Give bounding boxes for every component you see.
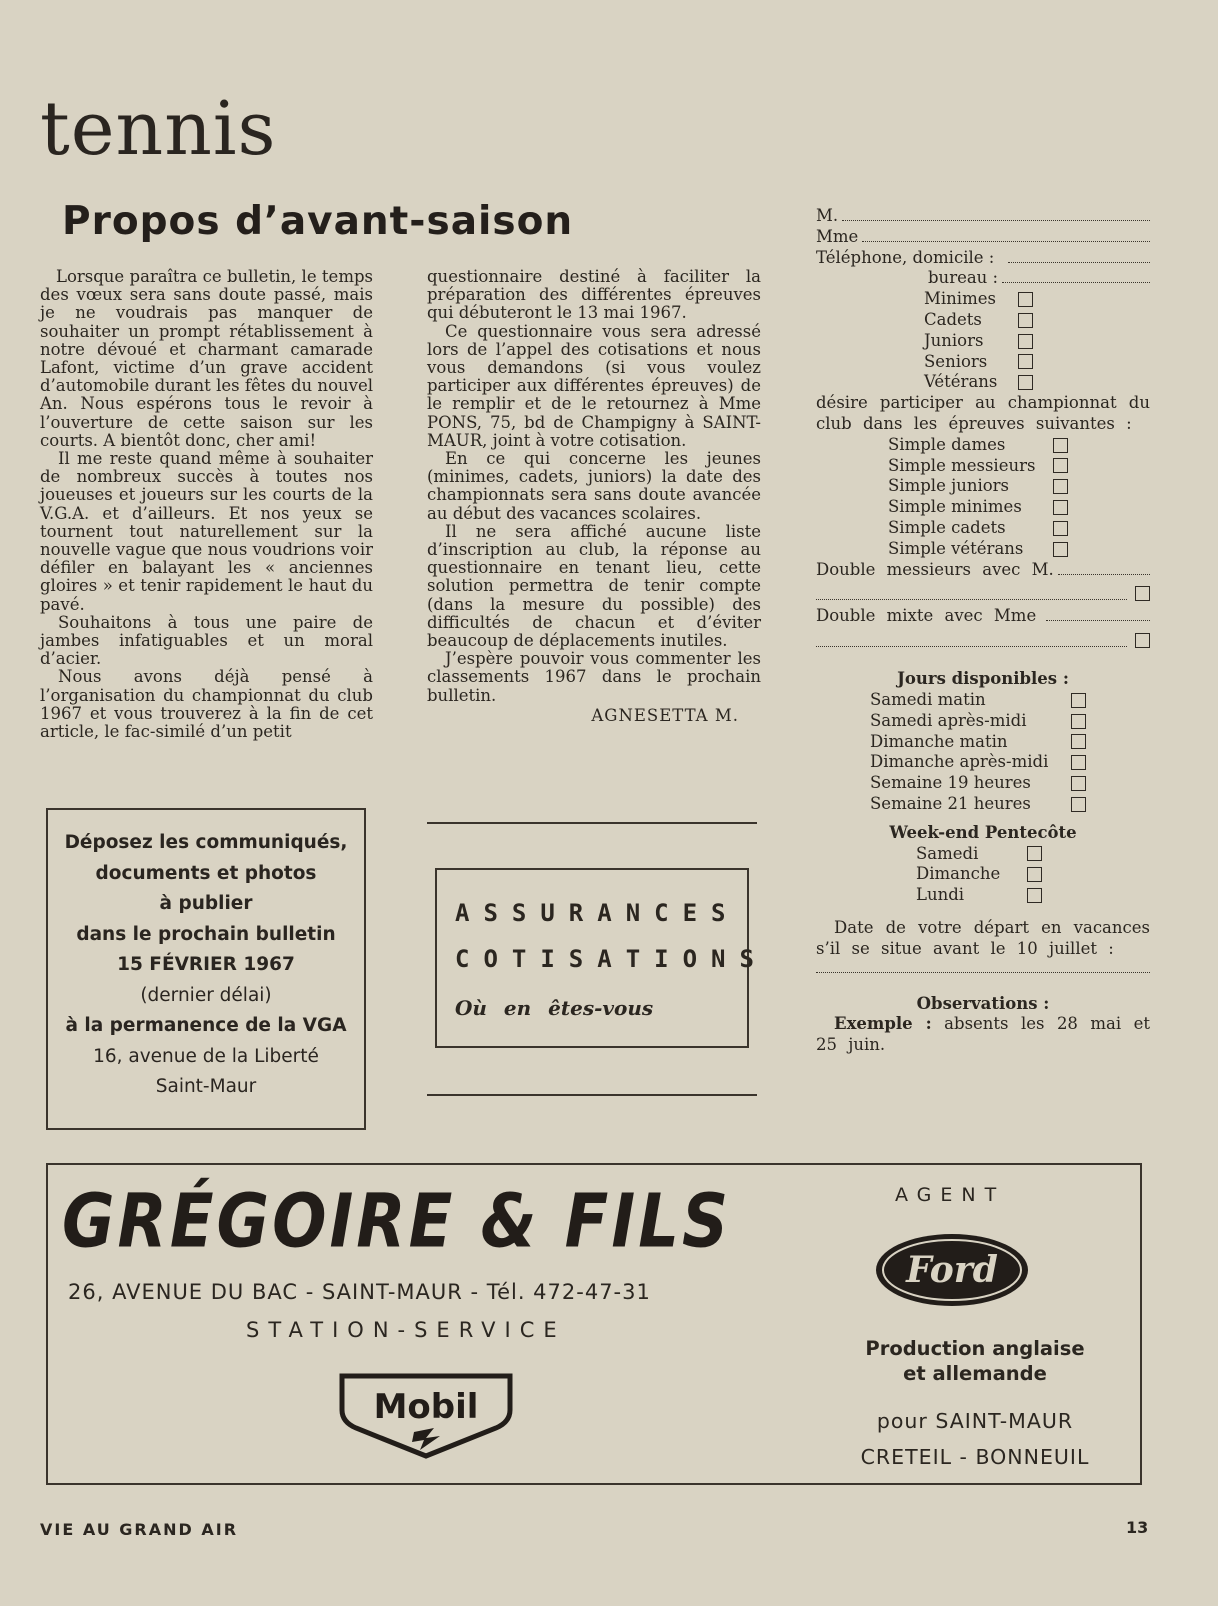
paragraph: En ce qui concerne les jeunes (minimes, cadets, juniors) la date des championnats sera sans doute avancée au début des vacances scolaires.: [427, 449, 761, 523]
paragraph: Il ne sera affiché aucune liste d’inscription au club, la réponse au questionnaire en tenant lieu, cette solution permettra de tenir compte (dans la mesure du possible) des difficultés de chacun et d’éviter beaucoup de déplacements inutiles.: [427, 521, 761, 651]
notice-line: documents et photos: [95, 862, 317, 884]
day-label: Dimanche matin: [870, 731, 1008, 751]
double-mixed-checkbox[interactable]: [1135, 633, 1150, 648]
ford-logo-text: Ford: [906, 1249, 998, 1291]
advertiser-address: 26, AVENUE DU BAC - SAINT-MAUR - Tél. 472-47-31: [68, 1280, 651, 1304]
paragraph: Ce questionnaire vous sera adressé lors de l’appel des cotisations et nous vous demandons (si vous voulez participer aux différentes épreuves) de le remplir et de le retournez à Mme PONS, 75, bd de Champigny à SAINT-MAUR, joint à votre cotisation.: [427, 321, 761, 450]
double-men-label: Double messieurs avec M.: [816, 559, 1054, 579]
paragraph: Il me reste quand même à souhaiter de nombreux succès à toutes nos joueuses et joueurs sur les courts de la V.G.A. et d’ailleurs. Et nos yeux se tournent tout naturellement sur la nouvelle vague que nous voudrions voir défiler en balayant les « anciennes gloires » et tenir rapidement le haut du pavé.: [40, 449, 373, 614]
day-checkbox[interactable]: [1071, 734, 1086, 749]
notice-place: à la permanence de la VGA: [65, 1015, 347, 1036]
double-mixed-field[interactable]: [1046, 608, 1150, 621]
production-line: et allemande: [903, 1362, 1047, 1385]
day-label: Samedi matin: [870, 689, 986, 709]
day-label: Semaine 21 heures: [870, 793, 1031, 813]
event-checkbox[interactable]: [1053, 458, 1068, 473]
category-checkbox[interactable]: [1018, 354, 1033, 369]
notice-date: 15 FÉVRIER 1967: [117, 954, 295, 975]
event-label: Simple messieurs: [888, 455, 1036, 475]
mobil-logo: [336, 1372, 516, 1464]
category-checkbox[interactable]: [1018, 292, 1033, 307]
form-wish-text: désire participer au championnat du club dans les épreuves suivantes :: [816, 393, 1150, 433]
event-checkbox[interactable]: [1053, 438, 1068, 453]
event-checkbox[interactable]: [1053, 521, 1068, 536]
form-label-phone-home: Téléphone, domicile :: [816, 247, 995, 267]
notice-deadline: (dernier délai): [140, 984, 272, 1006]
notice-line: à publier: [159, 893, 253, 914]
day-checkbox[interactable]: [1071, 776, 1086, 791]
pentecost-checkbox[interactable]: [1027, 888, 1042, 903]
pentecost-day-label: Samedi: [916, 843, 979, 863]
phone-office-field[interactable]: [1002, 270, 1150, 283]
phone-home-field[interactable]: [1008, 250, 1150, 263]
departure-field[interactable]: [816, 960, 1150, 973]
mobil-logo-icon: [336, 1372, 516, 1460]
divider: [46, 1163, 1142, 1165]
registration-form: [816, 206, 1150, 1056]
double-mixed-field[interactable]: [816, 634, 1127, 647]
divider: [48, 808, 364, 810]
notice-line: Déposez les communiqués,: [64, 832, 348, 853]
paragraph: Lorsque paraîtra ce bulletin, le temps des vœux sera sans doute passé, mais je ne voudrais pas manquer de souhaiter un prompt rétablissement à notre dévoué et charmant camarade Lafont, victime d’un grave accident d’automobile durant les fêtes du nouvel An. Nous espérons tous le revoir à l’ouverture de cette saison sur les courts. A bientôt donc, cher ami!: [40, 267, 373, 450]
paragraph: Nous avons déjà pensé à l’organisation du championnat du club 1967 et vous trouverez à la fin de cet article, le fac-similé d’un petit: [40, 667, 373, 742]
pentecost-checkbox[interactable]: [1027, 846, 1042, 861]
category-label: Juniors: [924, 330, 984, 350]
paragraph: J’espère pouvoir vous commenter les classements 1967 dans le prochain bulletin.: [427, 649, 761, 705]
mobil-logo-text: Mobil: [373, 1387, 479, 1427]
example-text: absents les 28 mai et 25 juin.: [816, 1014, 1150, 1055]
event-label: Simple minimes: [888, 497, 1022, 517]
article-column-2: [427, 268, 761, 725]
pentecost-heading: Week-end Pentecôte: [889, 822, 1077, 842]
day-checkbox[interactable]: [1071, 693, 1086, 708]
event-checkbox[interactable]: [1053, 479, 1068, 494]
double-men-checkbox[interactable]: [1135, 586, 1150, 601]
observations-heading: Observations :: [916, 993, 1050, 1013]
dues-line: COTISATIONS: [455, 945, 768, 973]
category-label: Seniors: [924, 351, 988, 371]
category-checkbox[interactable]: [1018, 313, 1033, 328]
double-men-field[interactable]: [816, 587, 1127, 600]
notice-city: Saint-Maur: [155, 1076, 257, 1097]
insurance-line: ASSURANCES: [455, 899, 740, 927]
category-label: Vétérans: [924, 372, 998, 392]
insurance-box: [435, 868, 768, 1048]
event-checkbox[interactable]: [1053, 500, 1068, 515]
pentecost-day-label: Dimanche: [916, 864, 1001, 884]
day-label: Semaine 19 heures: [870, 773, 1031, 793]
form-label-m: M.: [816, 206, 839, 225]
magazine-name: VIE AU GRAND AIR: [40, 1520, 239, 1539]
ford-oval-icon: [872, 1230, 1032, 1310]
category-checkbox[interactable]: [1018, 375, 1033, 390]
notice-line: dans le prochain bulletin: [76, 923, 336, 945]
agent-label: AGENT: [895, 1184, 1006, 1206]
day-checkbox[interactable]: [1071, 797, 1086, 812]
article-column-1: [40, 268, 373, 741]
day-checkbox[interactable]: [1071, 714, 1086, 729]
production-text: [830, 1336, 1120, 1386]
section-title: tennis: [40, 86, 277, 172]
name-field[interactable]: [842, 208, 1150, 221]
notice-street: 16, avenue de la Liberté: [93, 1045, 319, 1067]
advertiser-brand: GRÉGOIRE & FILS: [62, 1180, 732, 1266]
cities-text: [820, 1403, 1130, 1475]
days-heading: Jours disponibles :: [897, 669, 1069, 689]
category-checkbox[interactable]: [1018, 334, 1033, 349]
city-line: pour SAINT-MAUR: [876, 1409, 1074, 1433]
notice-box: [46, 808, 366, 1130]
city-line: CRETEIL - BONNEUIL: [860, 1445, 1090, 1469]
paragraph: Souhaitons à tous une paire de jambes infatiguables et un moral d’acier.: [40, 612, 373, 669]
example-label: Exemple :: [834, 1014, 932, 1034]
departure-text: Date de votre départ en vacances s’il se situe avant le 10 juillet :: [816, 917, 1150, 958]
pentecost-checkbox[interactable]: [1027, 867, 1042, 882]
day-checkbox[interactable]: [1071, 755, 1086, 770]
event-label: Simple cadets: [888, 517, 1006, 537]
form-label-phone-office: bureau :: [928, 268, 999, 288]
paragraph: questionnaire destiné à faciliter la préparation des différentes épreuves qui débuteront le 13 mai 1967.: [427, 267, 761, 323]
article-signature: AGNESETTA M.: [591, 705, 739, 725]
article-headline: Propos d’avant-saison: [62, 199, 574, 244]
station-service: STATION-SERVICE: [246, 1318, 566, 1342]
name-field[interactable]: [862, 229, 1150, 242]
divider: [427, 1094, 757, 1096]
production-line: Production anglaise: [865, 1337, 1085, 1360]
event-label: Simple dames: [888, 434, 1006, 454]
pentecost-day-label: Lundi: [916, 885, 965, 905]
day-label: Dimanche après-midi: [870, 752, 1049, 772]
double-mixed-label: Double mixte avec Mme: [816, 606, 1037, 626]
event-checkbox[interactable]: [1053, 542, 1068, 557]
event-label: Simple juniors: [888, 476, 1010, 496]
divider: [48, 1128, 364, 1130]
divider: [427, 822, 757, 824]
category-label: Cadets: [924, 309, 982, 329]
event-label: Simple vétérans: [888, 538, 1024, 558]
ford-logo: [872, 1230, 1032, 1314]
category-label: Minimes: [924, 289, 996, 309]
form-label-mme: Mme: [816, 226, 859, 246]
day-label: Samedi après-midi: [870, 710, 1027, 730]
double-men-field[interactable]: [1058, 562, 1150, 575]
page-number: 13: [1126, 1518, 1149, 1537]
insurance-question: Où en êtes-vous: [455, 996, 654, 1020]
